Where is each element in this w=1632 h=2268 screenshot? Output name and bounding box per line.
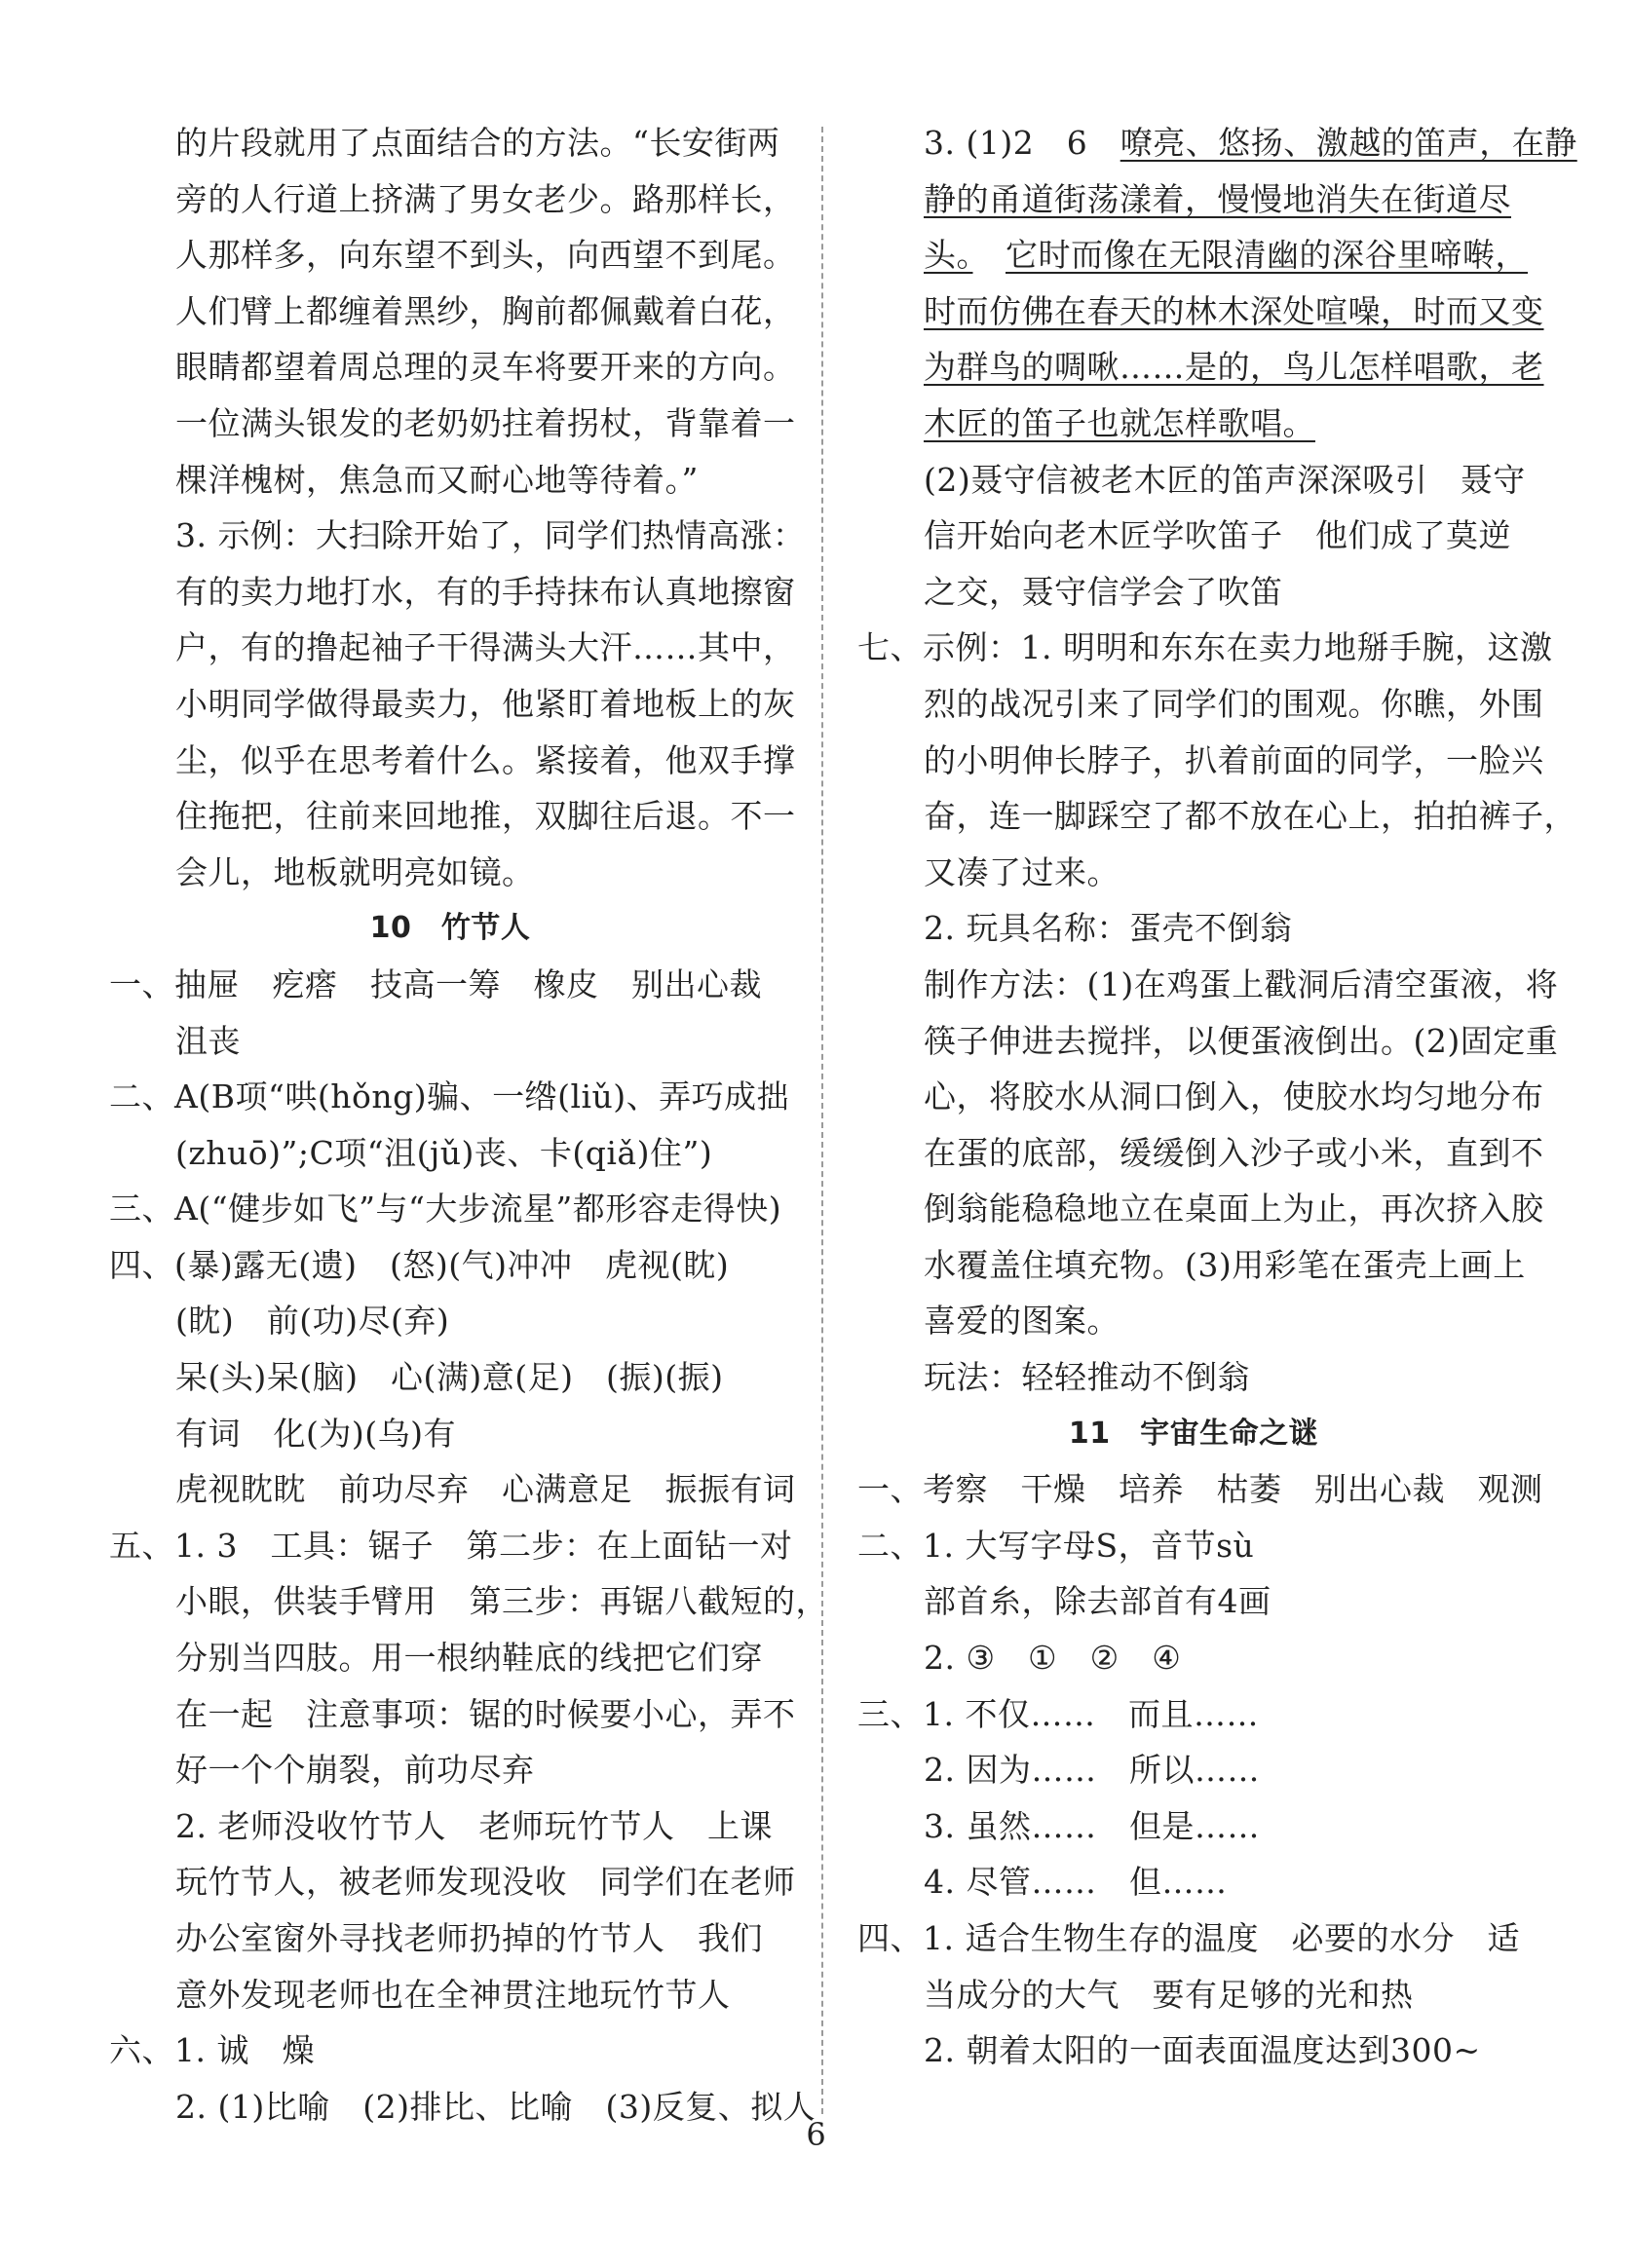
text-line: 一、考察 干燥 培养 枯萎 别出心裁 观测: [857, 1470, 1543, 1509]
text-line: [857, 227, 1530, 284]
text-line: (眈) 前(功)尽(弃): [175, 1302, 450, 1341]
column-divider: [821, 127, 823, 2114]
text-line: [857, 171, 1530, 228]
text-line: 在一起 注意事项：锯的时候要小心，弄不: [175, 1694, 796, 1733]
text-line: 会儿，地板就明亮如镜。: [175, 852, 535, 891]
text-line: 2. 因为…… 所以……: [924, 1751, 1260, 1790]
text-line: 一、抽屉 疙瘩 技高一筹 橡皮 别出心裁: [109, 964, 762, 1003]
text-line: 2. 玩具名称：蛋壳不倒翁: [924, 909, 1293, 948]
text-line: 旁的人行道上挤满了男女老少。路那样长，: [175, 179, 796, 218]
text-line: [857, 339, 1544, 396]
text-line: 烈的战况引来了同学们的围观。你瞧，外围: [924, 684, 1544, 723]
underlined-text: 头。: [924, 236, 973, 275]
text-line: 4. 尽管…… 但……: [924, 1863, 1228, 1902]
text-line: 好一个个崩裂，前功尽弃: [175, 1751, 535, 1790]
text-line: 人那样多，向东望不到头，向西望不到尾。: [175, 236, 796, 275]
text-line: 信开始向老木匠学吹笛子 他们成了莫逆: [924, 516, 1511, 555]
text-line: (zhuō)”;C项“沮(jǔ)丧、卡(qiǎ)住”): [175, 1133, 713, 1172]
text-line: 部首糸，除去部首有4画: [924, 1582, 1271, 1621]
text-line: 户，有的撸起袖子干得满头大汗……其中，: [175, 628, 796, 667]
text-line: 筷子伸进去搅拌，以便蛋液倒出。(2)固定重: [924, 1021, 1559, 1060]
text-line: 心，将胶水从洞口倒入，使胶水均匀地分布: [924, 1077, 1544, 1116]
text-line: [857, 284, 1544, 340]
text-line: 2. 朝着太阳的一面表面温度达到300~: [924, 2031, 1481, 2070]
text-line: (2)聂守信被老木匠的笛声深深吸引 聂守: [924, 460, 1526, 499]
text-line: 水覆盖住填充物。(3)用彩笔在蛋壳上画上: [924, 1245, 1526, 1284]
text-line: 分别当四肢。用一根纳鞋底的线把它们穿: [175, 1639, 763, 1678]
text-line: 2. 老师没收竹节人 老师玩竹节人 上课: [175, 1806, 773, 1845]
text-line: 六、1. 诚 燥: [109, 2031, 315, 2070]
text-line: 办公室窗外寻找老师扔掉的竹节人 我们: [175, 1919, 763, 1957]
text-line: 人们臂上都缠着黑纱，胸前都佩戴着白花，: [175, 291, 796, 330]
text-line: 三、1. 不仅…… 而且……: [857, 1694, 1259, 1733]
right-column: [857, 115, 1577, 2079]
text-line: 三、A(“健步如飞”与“大步流星”都形容走得快): [109, 1190, 782, 1228]
text-line: 2. (1)比喻 (2)排比、比喻 (3)反复、拟人: [175, 2087, 816, 2126]
text-line: 二、1. 大写字母S，音节sù: [857, 1526, 1255, 1565]
section-heading-11: 11 宇宙生命之谜: [1068, 1416, 1319, 1451]
text-line: 又凑了过来。: [924, 852, 1120, 891]
spacer: [973, 236, 1006, 274]
text-line: 四、1. 适合生物生存的温度 必要的水分 适: [857, 1919, 1520, 1957]
text-line: 喜爱的图案。: [924, 1302, 1120, 1341]
answer-number: 3. (1)2 6: [924, 124, 1120, 162]
text-line: 尘，似乎在思考着什么。紧接着，他双手撑: [175, 740, 796, 779]
text-line: 住拖把，往前来回地推，双脚往后退。不一: [175, 797, 796, 836]
text-line: 意外发现老师也在全神贯注地玩竹节人: [175, 1975, 731, 2014]
text-line: 在蛋的底部，缓缓倒入沙子或小米，直到不: [924, 1133, 1544, 1172]
text-line: 玩竹节人，被老师发现没收 同学们在老师: [175, 1863, 796, 1902]
underlined-text: 时而仿佛在春天的林木深处喧噪，时而又变: [924, 291, 1544, 330]
text-line: 奋，连一脚踩空了都不放在心上，拍拍裤子，: [924, 797, 1576, 836]
underlined-text: 它时而像在无限清幽的深谷里啼啭，: [1006, 236, 1528, 275]
text-line: [857, 115, 1577, 171]
text-line: 四、(暴)露无(遗) (怒)(气)冲冲 虎视(眈): [109, 1245, 730, 1284]
text-line: 的小明伸长脖子，扒着前面的同学，一脸兴: [924, 740, 1544, 779]
text-line: 2. ③ ① ② ④: [924, 1639, 1182, 1678]
text-line: 二、A(B项“哄(hǒng)骗、一绺(liǔ)、弄巧成拙: [109, 1077, 790, 1116]
text-line: 有的卖力地打水，有的手持抹布认真地擦窗: [175, 572, 796, 611]
underlined-text: 嘹亮、悠扬、激越的笛声，在静: [1120, 124, 1577, 162]
underlined-text: 为群鸟的啁啾……是的，鸟儿怎样唱歌，老: [924, 348, 1544, 387]
text-line: 呆(头)呆(脑) 心(满)意(足) (振)(振): [175, 1358, 724, 1397]
text-line: 3. 虽然…… 但是……: [924, 1806, 1260, 1845]
text-line: 有词 化(为)(乌)有: [175, 1414, 456, 1453]
text-line: 小明同学做得最卖力，他紧盯着地板上的灰: [175, 684, 796, 723]
text-line: 当成分的大气 要有足够的光和热: [924, 1975, 1414, 2014]
text-line: 之交，聂守信学会了吹笛: [924, 572, 1283, 611]
text-line: 棵洋槐树，焦急而又耐心地等待着。”: [175, 460, 699, 499]
underlined-text: 木匠的笛子也就怎样歌唱。: [924, 403, 1315, 442]
text-line: 眼睛都望着周总理的灵车将要开来的方向。: [175, 348, 796, 387]
text-line: [857, 396, 1530, 452]
text-line: 一位满头银发的老奶奶拄着拐杖，背靠着一: [175, 403, 796, 442]
underlined-text: 静的甬道街荡漾着，慢慢地消失在街道尽: [924, 179, 1511, 218]
page-number: 6: [806, 2116, 826, 2153]
text-line: 倒翁能稳稳地立在桌面上为止，再次挤入胶: [924, 1190, 1544, 1228]
text-line: 3. 示例：大扫除开始了，同学们热情高涨：: [175, 516, 806, 555]
text-line: 虎视眈眈 前功尽弃 心满意足 振振有词: [175, 1470, 796, 1509]
text-line: 沮丧: [175, 1021, 241, 1060]
text-line: 五、1. 3 工具：锯子 第二步：在上面钻一对: [109, 1526, 793, 1565]
section-heading-10: 10 竹节人: [369, 911, 531, 946]
text-line: 的片段就用了点面结合的方法。“长安街两: [175, 124, 780, 162]
text-line: 玩法：轻轻推动不倒翁: [924, 1358, 1250, 1397]
text-line: 小眼，供装手臂用 第三步：再锯八截短的，: [175, 1582, 828, 1621]
text-line: 制作方法：(1)在鸡蛋上戳洞后清空蛋液，将: [924, 964, 1559, 1003]
left-column: [109, 115, 828, 2135]
text-line: 七、示例：1. 明明和东东在卖力地掰手腕，这激: [857, 628, 1553, 667]
